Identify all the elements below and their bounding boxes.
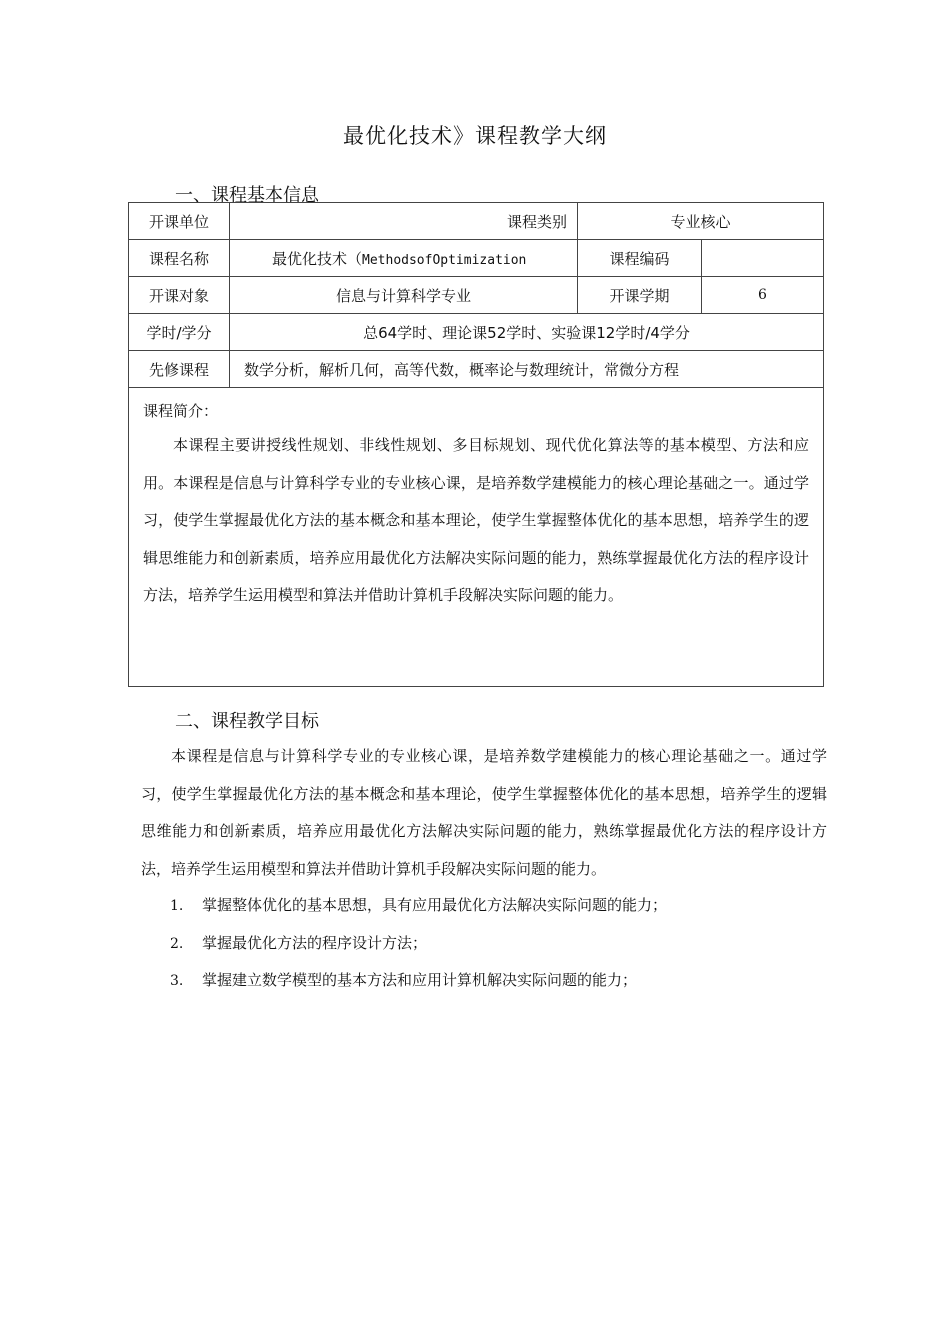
list-item-text: 掌握最优化方法的程序设计方法； (202, 933, 428, 952)
intro-text: 本课程主要讲授线性规划、非线性规划、多目标规划、现代优化算法等的基本模型、方法和应用。本课程是信息与计算科学专业的专业核心课，是培养数学建模能力的核心理论基础之一。通过学习，使学生掌握最优化方法的基本概念和基本理论，使学生掌握整体优化的基本思想，培养学生的逻辑思维能力和创新素质，培养应用最优化方法解决实际问题的能力，熟练掌握最优化方法的程序设计方法，培养学生运用模型和算法并借助计算机手段解决实际问题的能力。 (143, 436, 810, 604)
table-row (129, 277, 824, 314)
table-row (129, 314, 824, 351)
category-label-text: 课程类别 (506, 212, 567, 231)
intro-cell (129, 388, 824, 687)
table-row (129, 240, 824, 277)
target-value: 信息与计算科学专业 (230, 277, 578, 314)
intro-label: 课程简介： (143, 402, 219, 420)
table-row (129, 203, 824, 240)
name-label: 课程名称 (129, 240, 230, 277)
list-item-number: 3. (170, 973, 184, 989)
name-value-en: MethodsofOptimization (362, 252, 527, 268)
list-item (170, 887, 667, 925)
list-item-text: 掌握整体优化的基本思想，具有应用最优化方法解决实际问题的能力； (202, 896, 668, 914)
hours-value: 总64学时、理论课52学时、实验课12学时/4学分 (230, 314, 824, 351)
objectives-list (170, 887, 667, 1000)
code-value (702, 240, 824, 277)
list-item (170, 925, 667, 963)
list-item-number: 1. (170, 898, 184, 914)
category-value: 专业核心 (578, 203, 824, 240)
name-value (230, 240, 578, 277)
course-info-table (128, 202, 824, 687)
document-title: 最优化技术》课程教学大纲 (343, 124, 607, 148)
list-item (170, 962, 667, 1000)
objectives-paragraph: 本课程是信息与计算科学专业的专业核心课，是培养数学建模能力的核心理论基础之一。通过学习，使学生掌握最优化方法的基本概念和基本理论，使学生掌握整体优化的基本思想，培养学生的逻辑思维能力和创新素质，培养应用最优化方法解决实际问题的能力，熟练掌握最优化方法的程序设计方法，培养学生运用模型和算法并借助计算机手段解决实际问题的能力。 (141, 747, 827, 878)
list-item-number: 2. (170, 935, 184, 952)
category-label (230, 203, 578, 240)
table-row (129, 388, 824, 687)
prereq-label: 先修课程 (129, 351, 230, 388)
unit-label: 开课单位 (129, 203, 230, 240)
list-item-text: 掌握建立数学模型的基本方法和应用计算机解决实际问题的能力； (202, 971, 638, 989)
hours-label: 学时/学分 (129, 314, 230, 351)
term-label: 开课学期 (578, 277, 702, 314)
term-value: 6 (702, 277, 824, 314)
table-row (129, 351, 824, 388)
prereq-value: 数学分析，解析几何，高等代数，概率论与数理统计，常微分方程 (230, 351, 824, 388)
target-label: 开课对象 (129, 277, 230, 314)
code-label: 课程编码 (578, 240, 702, 277)
section-basic-info-heading: 一、课程基本信息 (175, 185, 319, 206)
section-objectives-heading: 二、课程教学目标 (175, 711, 319, 732)
name-value-cn: 最优化技术（ (272, 249, 363, 268)
